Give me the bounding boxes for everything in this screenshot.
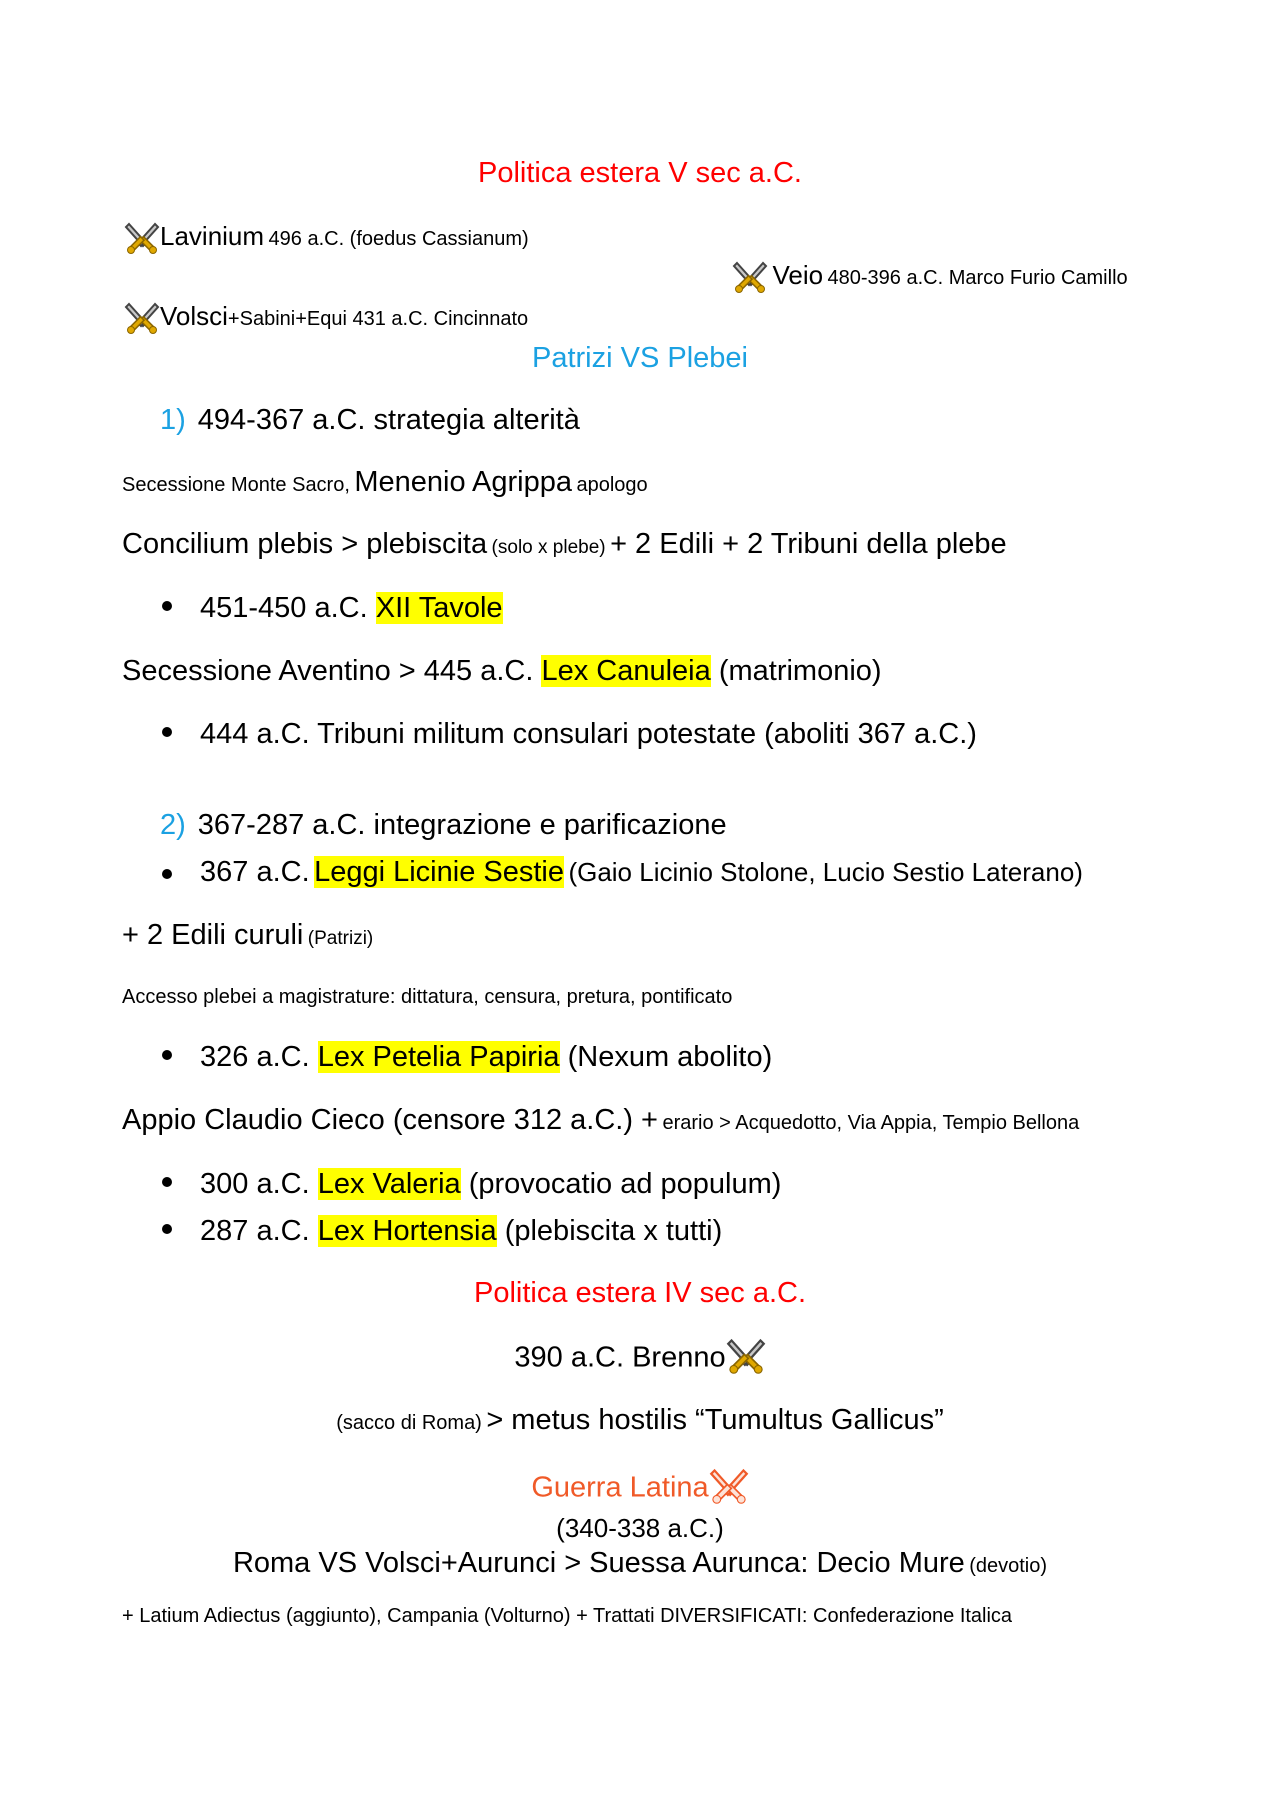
- law-xii-tavole: XII Tavole: [375, 592, 503, 624]
- apologo: apologo: [576, 474, 648, 496]
- licinie-detail: (Gaio Licinio Stolone, Lucio Sestio Laterano): [568, 857, 1083, 887]
- menenio-agrippa: Menenio Agrippa: [354, 466, 573, 498]
- valeria-detail: (provocatio ad populum): [468, 1168, 782, 1200]
- line-sacco-di-roma: [0, 1404, 1280, 1437]
- metus-hostilis: > metus hostilis “Tumultus Gallicus”: [486, 1404, 944, 1436]
- bullet-marker: [162, 1224, 172, 1234]
- concilium-edili: + 2 Edili + 2 Tribuni della plebe: [610, 528, 1007, 560]
- roma-text: Roma VS Volsci+Aurunci > Suessa Aurunca: Decio Mure: [232, 1547, 965, 1579]
- petelia-detail: (Nexum abolito): [567, 1041, 773, 1073]
- bullet-marker: [162, 601, 172, 611]
- line-lavinium: [124, 222, 529, 258]
- hortensia-detail: (plebiscita x tutti): [504, 1215, 723, 1247]
- licinie-date: 367 a.C.: [200, 856, 310, 888]
- volsci-detail: +Sabini+Equi 431 a.C. Cincinnato: [227, 308, 529, 330]
- line-brenno: [0, 1340, 1280, 1378]
- line-appio: [122, 1104, 1079, 1137]
- bullet-valeria: [162, 1168, 781, 1201]
- guerra-latina-title: Guerra Latina: [531, 1471, 709, 1504]
- concilium-text: Concilium plebis > plebiscita: [122, 528, 488, 560]
- bullet-marker: [162, 1177, 172, 1187]
- line-volsci: [124, 302, 528, 338]
- crossed-swords-icon: [124, 301, 160, 335]
- bullet-marker: [162, 1050, 172, 1060]
- appio-note: erario > Acquedotto, Via Appia, Tempio Bellona: [662, 1112, 1080, 1134]
- aventino-text: Secessione Aventino > 445 a.C.: [122, 655, 534, 687]
- law-canuleia: Lex Canuleia: [541, 655, 711, 687]
- sacco-note: (sacco di Roma): [336, 1412, 482, 1434]
- phase-1-text: 494-367 a.C. strategia alterità: [197, 404, 580, 436]
- law-licinie-sestie: Leggi Licinie Sestie: [314, 856, 564, 888]
- tribuni-text: 444 a.C. Tribuni militum consulari potestate (aboliti 367 a.C.): [200, 718, 977, 750]
- aventino-note: (matrimonio): [718, 655, 882, 687]
- crossed-swords-icon: [709, 1467, 749, 1505]
- valeria-date: 300 a.C.: [200, 1168, 310, 1200]
- line-accesso: Accesso plebei a magistrature: dittatura, censura, pretura, pontificato: [122, 986, 733, 1008]
- petelia-date: 326 a.C.: [200, 1041, 310, 1073]
- hortensia-date: 287 a.C.: [200, 1215, 310, 1247]
- line-edili-curuli: [122, 919, 373, 952]
- veio-detail: 480-396 a.C. Marco Furio Camillo: [827, 267, 1128, 289]
- heading-guerra-latina: [0, 1470, 1280, 1508]
- line-secessione-monte-sacro: [122, 466, 648, 499]
- edili-note: (Patrizi): [307, 928, 374, 949]
- bullet-marker: [162, 727, 172, 737]
- heading-politica-estera-v: Politica estera V sec a.C.: [478, 157, 802, 189]
- line-latium-adiectus: + Latium Adiectus (aggiunto), Campania (Volturno) + Trattati DIVERSIFICATI: Confederazione Italica: [122, 1605, 1013, 1627]
- bullet-marker: [162, 869, 172, 879]
- appio-text: Appio Claudio Cieco (censore 312 a.C.) +: [122, 1104, 658, 1136]
- line-aventino: [122, 655, 882, 688]
- phase-2-text: 367-287 a.C. integrazione e parificazione: [197, 809, 727, 841]
- devotio: (devotio): [969, 1555, 1048, 1577]
- bullet-petelia: [162, 1041, 772, 1074]
- crossed-swords-icon: [726, 1337, 766, 1375]
- guerra-latina-dates: (340-338 a.C.): [556, 1513, 724, 1543]
- tavole-date: 451-450 a.C.: [200, 592, 368, 624]
- phase-2: [160, 809, 727, 842]
- edili-text: + 2 Edili curuli: [122, 919, 304, 951]
- law-petelia-papiria: Lex Petelia Papiria: [317, 1041, 560, 1073]
- place-veio: Veio: [772, 260, 824, 290]
- concilium-note: (solo x plebe): [491, 537, 606, 558]
- crossed-swords-icon: [124, 221, 160, 255]
- line-roma-vs-volsci: [0, 1547, 1280, 1580]
- law-hortensia: Lex Hortensia: [317, 1215, 497, 1247]
- bullet-hortensia: [162, 1215, 722, 1248]
- phase-1-number: 1): [160, 404, 186, 436]
- place-lavinium: Lavinium: [160, 221, 265, 251]
- bullet-tavole: [162, 592, 503, 625]
- law-valeria: Lex Valeria: [317, 1168, 461, 1200]
- bullet-tribuni: [162, 718, 977, 751]
- line-veio: [732, 261, 1128, 297]
- brenno-text: 390 a.C. Brenno: [514, 1341, 726, 1374]
- phase-1: [160, 404, 580, 437]
- secessione-monte-text: Secessione Monte Sacro,: [122, 474, 350, 496]
- phase-2-number: 2): [160, 809, 186, 841]
- crossed-swords-icon: [732, 260, 768, 294]
- bullet-licinie: [162, 856, 1083, 889]
- heading-patrizi-vs-plebei: Patrizi VS Plebei: [532, 342, 748, 374]
- place-volsci: Volsci: [160, 301, 228, 331]
- lavinium-detail: 496 a.C. (foedus Cassianum): [268, 228, 529, 250]
- heading-politica-estera-iv: Politica estera IV sec a.C.: [473, 1277, 807, 1309]
- line-concilium: [122, 528, 1007, 561]
